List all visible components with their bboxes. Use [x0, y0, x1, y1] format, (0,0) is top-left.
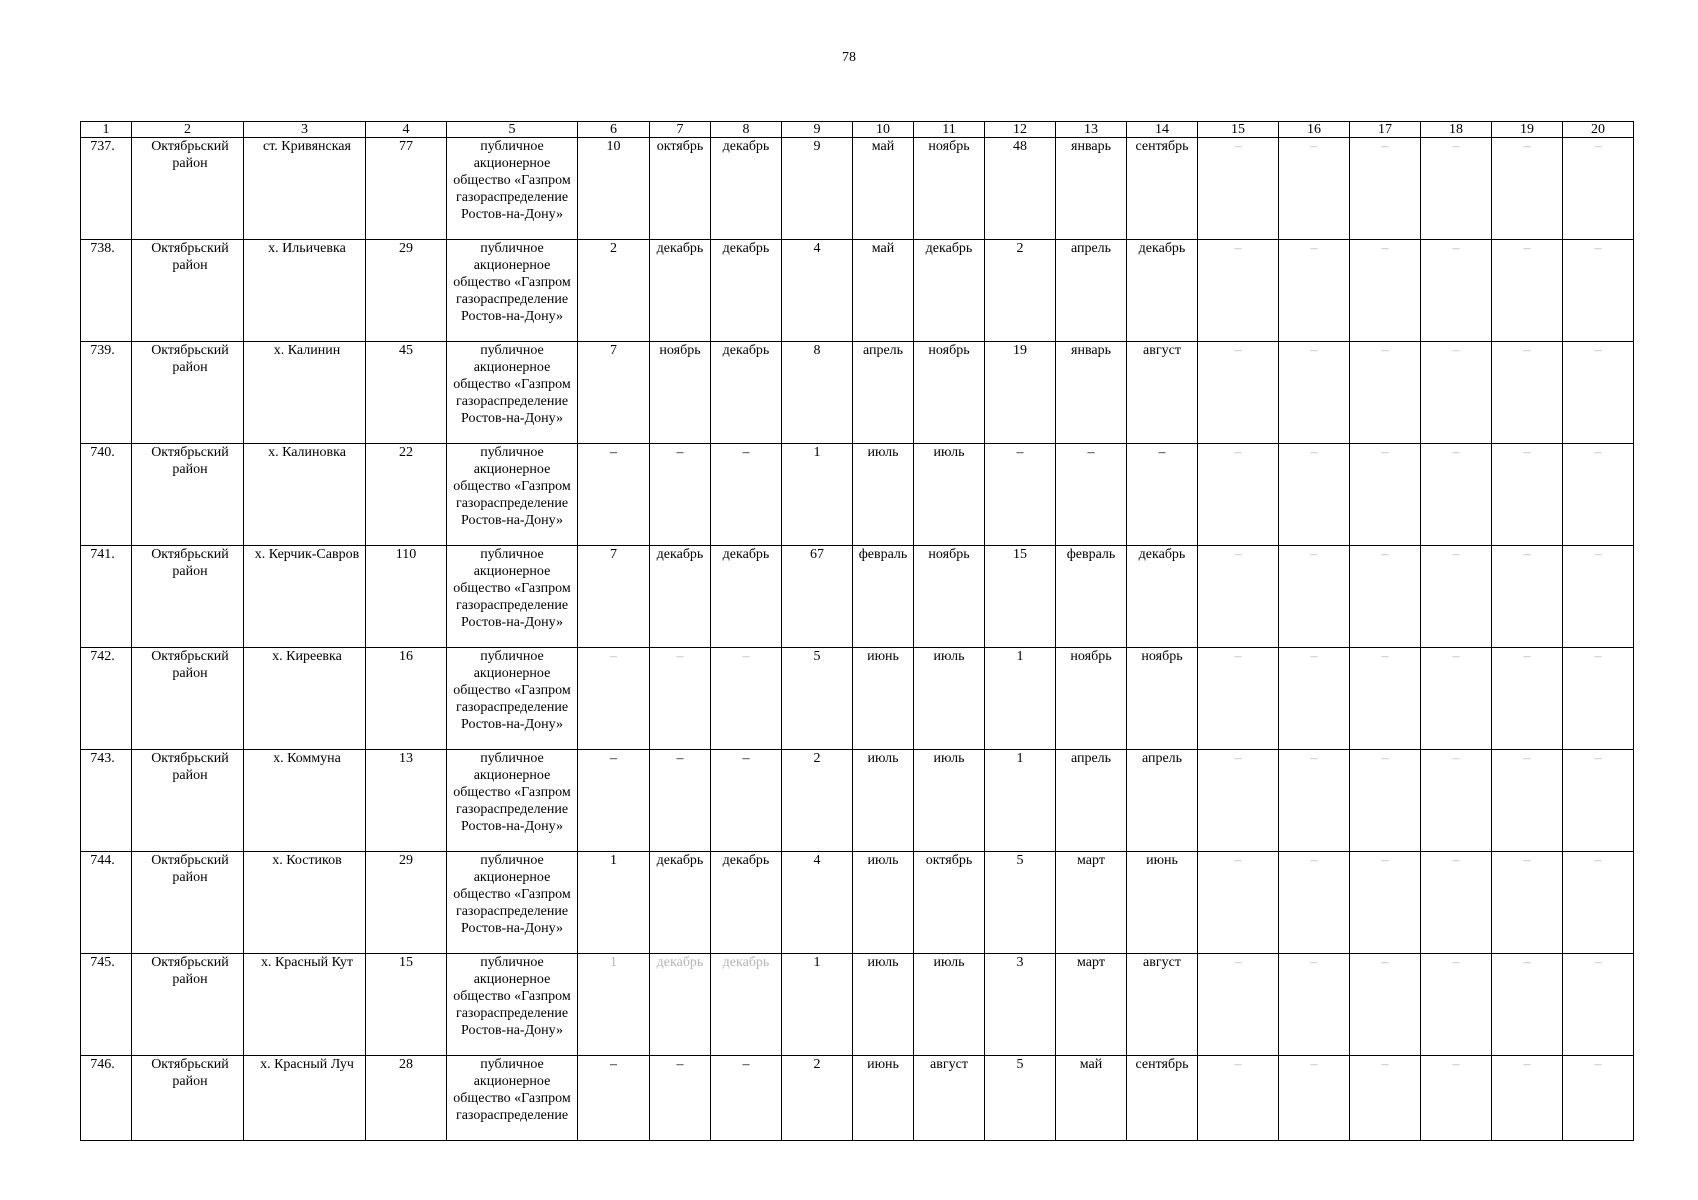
- cell-col-19: –: [1492, 1056, 1563, 1141]
- cell-col-14: август: [1127, 954, 1198, 1056]
- cell-col-12: 2: [985, 240, 1056, 342]
- cell-col-13: январь: [1056, 342, 1127, 444]
- cell-col-16: –: [1279, 954, 1350, 1056]
- table-row: [81, 342, 1634, 444]
- cell-col-4: 110: [366, 546, 447, 648]
- cell-col-18: –: [1421, 240, 1492, 342]
- table-row: [81, 444, 1634, 546]
- cell-col-9: 4: [782, 240, 853, 342]
- cell-col-20: –: [1563, 648, 1634, 750]
- cell-col-5: публичное акционерное общество «Газпром газораспределение Ростов-на-Дону»: [447, 342, 578, 444]
- cell-col-5: публичное акционерное общество «Газпром газораспределение Ростов-на-Дону»: [447, 546, 578, 648]
- cell-col-3: ст. Кривянская: [244, 138, 366, 240]
- cell-col-2: Октябрьский район: [132, 1056, 244, 1141]
- cell-col-3: х. Киреевка: [244, 648, 366, 750]
- cell-col-1: 743.: [81, 750, 132, 852]
- cell-col-13: апрель: [1056, 750, 1127, 852]
- column-header: 2: [132, 122, 244, 138]
- cell-col-2: Октябрьский район: [132, 546, 244, 648]
- cell-col-13: февраль: [1056, 546, 1127, 648]
- cell-col-14: сентябрь: [1127, 138, 1198, 240]
- cell-col-12: 15: [985, 546, 1056, 648]
- cell-col-1: 738.: [81, 240, 132, 342]
- table-row: [81, 954, 1634, 1056]
- cell-col-10: февраль: [853, 546, 914, 648]
- cell-col-18: –: [1421, 954, 1492, 1056]
- column-header: 16: [1279, 122, 1350, 138]
- cell-col-12: 3: [985, 954, 1056, 1056]
- cell-col-8: –: [711, 648, 782, 750]
- column-header: 9: [782, 122, 853, 138]
- cell-col-15: –: [1198, 546, 1279, 648]
- cell-col-10: май: [853, 240, 914, 342]
- cell-col-20: –: [1563, 852, 1634, 954]
- cell-col-18: –: [1421, 138, 1492, 240]
- cell-col-6: 10: [578, 138, 650, 240]
- cell-col-12: 5: [985, 852, 1056, 954]
- cell-col-12: 48: [985, 138, 1056, 240]
- cell-col-4: 29: [366, 852, 447, 954]
- cell-col-1: 746.: [81, 1056, 132, 1141]
- cell-col-2: Октябрьский район: [132, 444, 244, 546]
- cell-col-1: 740.: [81, 444, 132, 546]
- cell-col-1: 739.: [81, 342, 132, 444]
- cell-col-12: 1: [985, 648, 1056, 750]
- cell-col-19: –: [1492, 852, 1563, 954]
- cell-col-2: Октябрьский район: [132, 240, 244, 342]
- column-header: 20: [1563, 122, 1634, 138]
- cell-col-20: –: [1563, 750, 1634, 852]
- cell-col-6: 7: [578, 546, 650, 648]
- table-row: [81, 1056, 1634, 1141]
- cell-col-5: публичное акционерное общество «Газпром газораспределение Ростов-на-Дону»: [447, 750, 578, 852]
- cell-col-12: 19: [985, 342, 1056, 444]
- cell-col-4: 29: [366, 240, 447, 342]
- cell-col-19: –: [1492, 546, 1563, 648]
- cell-col-8: –: [711, 1056, 782, 1141]
- cell-col-17: –: [1350, 546, 1421, 648]
- cell-col-16: –: [1279, 138, 1350, 240]
- cell-col-10: июль: [853, 852, 914, 954]
- cell-col-8: декабрь: [711, 138, 782, 240]
- cell-col-4: 28: [366, 1056, 447, 1141]
- cell-col-18: –: [1421, 750, 1492, 852]
- cell-col-7: –: [650, 444, 711, 546]
- column-header: 13: [1056, 122, 1127, 138]
- column-header: 8: [711, 122, 782, 138]
- cell-col-11: июль: [914, 444, 985, 546]
- column-header: 11: [914, 122, 985, 138]
- cell-col-4: 16: [366, 648, 447, 750]
- cell-col-20: –: [1563, 954, 1634, 1056]
- cell-col-12: 1: [985, 750, 1056, 852]
- cell-col-2: Октябрьский район: [132, 852, 244, 954]
- cell-col-10: апрель: [853, 342, 914, 444]
- cell-col-5: публичное акционерное общество «Газпром газораспределение Ростов-на-Дону»: [447, 240, 578, 342]
- cell-col-7: –: [650, 750, 711, 852]
- cell-col-14: декабрь: [1127, 546, 1198, 648]
- cell-col-14: август: [1127, 342, 1198, 444]
- cell-col-8: декабрь: [711, 954, 782, 1056]
- cell-col-13: март: [1056, 852, 1127, 954]
- cell-col-4: 15: [366, 954, 447, 1056]
- table-row: [81, 750, 1634, 852]
- column-header: 18: [1421, 122, 1492, 138]
- cell-col-17: –: [1350, 1056, 1421, 1141]
- cell-col-15: –: [1198, 852, 1279, 954]
- cell-col-9: 5: [782, 648, 853, 750]
- cell-col-20: –: [1563, 342, 1634, 444]
- cell-col-14: декабрь: [1127, 240, 1198, 342]
- cell-col-6: –: [578, 750, 650, 852]
- cell-col-3: х. Калиновка: [244, 444, 366, 546]
- cell-col-3: х. Костиков: [244, 852, 366, 954]
- cell-col-20: –: [1563, 444, 1634, 546]
- cell-col-9: 9: [782, 138, 853, 240]
- column-header: 6: [578, 122, 650, 138]
- cell-col-3: х. Ильичевка: [244, 240, 366, 342]
- cell-col-4: 77: [366, 138, 447, 240]
- cell-col-11: июль: [914, 648, 985, 750]
- cell-col-5: публичное акционерное общество «Газпром газораспределение Ростов-на-Дону»: [447, 954, 578, 1056]
- cell-col-16: –: [1279, 750, 1350, 852]
- cell-col-10: июль: [853, 444, 914, 546]
- cell-col-6: –: [578, 444, 650, 546]
- cell-col-5: публичное акционерное общество «Газпром газораспределение: [447, 1056, 578, 1141]
- cell-col-15: –: [1198, 240, 1279, 342]
- cell-col-4: 13: [366, 750, 447, 852]
- cell-col-1: 745.: [81, 954, 132, 1056]
- cell-col-6: –: [578, 648, 650, 750]
- cell-col-8: –: [711, 444, 782, 546]
- cell-col-12: –: [985, 444, 1056, 546]
- cell-col-16: –: [1279, 1056, 1350, 1141]
- cell-col-10: июнь: [853, 1056, 914, 1141]
- cell-col-13: март: [1056, 954, 1127, 1056]
- cell-col-15: –: [1198, 342, 1279, 444]
- table-row: [81, 852, 1634, 954]
- cell-col-2: Октябрьский район: [132, 138, 244, 240]
- header-row: [81, 122, 1634, 138]
- cell-col-16: –: [1279, 852, 1350, 954]
- cell-col-1: 744.: [81, 852, 132, 954]
- cell-col-12: 5: [985, 1056, 1056, 1141]
- cell-col-13: май: [1056, 1056, 1127, 1141]
- cell-col-14: ноябрь: [1127, 648, 1198, 750]
- cell-col-20: –: [1563, 138, 1634, 240]
- cell-col-15: –: [1198, 954, 1279, 1056]
- cell-col-8: декабрь: [711, 852, 782, 954]
- column-header: 5: [447, 122, 578, 138]
- cell-col-9: 2: [782, 1056, 853, 1141]
- cell-col-14: апрель: [1127, 750, 1198, 852]
- cell-col-9: 1: [782, 954, 853, 1056]
- cell-col-9: 67: [782, 546, 853, 648]
- column-header: 19: [1492, 122, 1563, 138]
- column-header: 14: [1127, 122, 1198, 138]
- table-row: [81, 648, 1634, 750]
- cell-col-15: –: [1198, 444, 1279, 546]
- cell-col-13: апрель: [1056, 240, 1127, 342]
- cell-col-3: х. Красный Кут: [244, 954, 366, 1056]
- cell-col-2: Октябрьский район: [132, 342, 244, 444]
- cell-col-4: 45: [366, 342, 447, 444]
- cell-col-11: август: [914, 1056, 985, 1141]
- cell-col-16: –: [1279, 240, 1350, 342]
- cell-col-17: –: [1350, 342, 1421, 444]
- cell-col-18: –: [1421, 852, 1492, 954]
- cell-col-7: октябрь: [650, 138, 711, 240]
- column-header: 3: [244, 122, 366, 138]
- cell-col-16: –: [1279, 546, 1350, 648]
- cell-col-3: х. Керчик-Савров: [244, 546, 366, 648]
- cell-col-18: –: [1421, 648, 1492, 750]
- cell-col-16: –: [1279, 444, 1350, 546]
- cell-col-19: –: [1492, 240, 1563, 342]
- cell-col-9: 2: [782, 750, 853, 852]
- cell-col-7: –: [650, 648, 711, 750]
- cell-col-16: –: [1279, 648, 1350, 750]
- cell-col-10: июль: [853, 750, 914, 852]
- cell-col-19: –: [1492, 444, 1563, 546]
- cell-col-11: июль: [914, 750, 985, 852]
- cell-col-17: –: [1350, 852, 1421, 954]
- cell-col-14: сентябрь: [1127, 1056, 1198, 1141]
- column-header: 7: [650, 122, 711, 138]
- cell-col-15: –: [1198, 648, 1279, 750]
- cell-col-15: –: [1198, 138, 1279, 240]
- cell-col-19: –: [1492, 138, 1563, 240]
- cell-col-17: –: [1350, 954, 1421, 1056]
- cell-col-7: –: [650, 1056, 711, 1141]
- cell-col-9: 4: [782, 852, 853, 954]
- table-row: [81, 240, 1634, 342]
- cell-col-3: х. Красный Луч: [244, 1056, 366, 1141]
- cell-col-17: –: [1350, 648, 1421, 750]
- cell-col-19: –: [1492, 750, 1563, 852]
- cell-col-19: –: [1492, 342, 1563, 444]
- cell-col-7: декабрь: [650, 954, 711, 1056]
- cell-col-6: 1: [578, 852, 650, 954]
- table-body: [81, 122, 1634, 1141]
- cell-col-6: 2: [578, 240, 650, 342]
- cell-col-17: –: [1350, 240, 1421, 342]
- cell-col-7: декабрь: [650, 852, 711, 954]
- cell-col-10: май: [853, 138, 914, 240]
- cell-col-8: декабрь: [711, 240, 782, 342]
- cell-col-11: октябрь: [914, 852, 985, 954]
- cell-col-17: –: [1350, 444, 1421, 546]
- cell-col-7: декабрь: [650, 546, 711, 648]
- cell-col-10: июль: [853, 954, 914, 1056]
- cell-col-5: публичное акционерное общество «Газпром газораспределение Ростов-на-Дону»: [447, 648, 578, 750]
- cell-col-13: январь: [1056, 138, 1127, 240]
- cell-col-18: –: [1421, 444, 1492, 546]
- cell-col-19: –: [1492, 648, 1563, 750]
- cell-col-7: декабрь: [650, 240, 711, 342]
- column-header: 4: [366, 122, 447, 138]
- cell-col-1: 742.: [81, 648, 132, 750]
- column-header: 15: [1198, 122, 1279, 138]
- cell-col-11: июль: [914, 954, 985, 1056]
- column-header: 12: [985, 122, 1056, 138]
- column-header: 10: [853, 122, 914, 138]
- cell-col-6: 1: [578, 954, 650, 1056]
- cell-col-11: декабрь: [914, 240, 985, 342]
- cell-col-8: декабрь: [711, 342, 782, 444]
- cell-col-13: –: [1056, 444, 1127, 546]
- cell-col-7: ноябрь: [650, 342, 711, 444]
- table-row: [81, 546, 1634, 648]
- cell-col-9: 8: [782, 342, 853, 444]
- cell-col-20: –: [1563, 546, 1634, 648]
- cell-col-1: 737.: [81, 138, 132, 240]
- data-table: [80, 121, 1634, 1141]
- cell-col-1: 741.: [81, 546, 132, 648]
- cell-col-20: –: [1563, 240, 1634, 342]
- cell-col-15: –: [1198, 750, 1279, 852]
- cell-col-3: х. Калинин: [244, 342, 366, 444]
- cell-col-19: –: [1492, 954, 1563, 1056]
- cell-col-16: –: [1279, 342, 1350, 444]
- page-number: 78: [842, 50, 856, 65]
- column-header: 17: [1350, 122, 1421, 138]
- cell-col-18: –: [1421, 1056, 1492, 1141]
- cell-col-8: –: [711, 750, 782, 852]
- cell-col-9: 1: [782, 444, 853, 546]
- cell-col-5: публичное акционерное общество «Газпром газораспределение Ростов-на-Дону»: [447, 138, 578, 240]
- cell-col-2: Октябрьский район: [132, 750, 244, 852]
- cell-col-14: июнь: [1127, 852, 1198, 954]
- cell-col-13: ноябрь: [1056, 648, 1127, 750]
- cell-col-11: ноябрь: [914, 342, 985, 444]
- cell-col-11: ноябрь: [914, 138, 985, 240]
- cell-col-6: –: [578, 1056, 650, 1141]
- cell-col-4: 22: [366, 444, 447, 546]
- cell-col-15: –: [1198, 1056, 1279, 1141]
- cell-col-20: –: [1563, 1056, 1634, 1141]
- cell-col-2: Октябрьский район: [132, 954, 244, 1056]
- cell-col-2: Октябрьский район: [132, 648, 244, 750]
- cell-col-14: –: [1127, 444, 1198, 546]
- cell-col-11: ноябрь: [914, 546, 985, 648]
- cell-col-18: –: [1421, 342, 1492, 444]
- cell-col-3: х. Коммуна: [244, 750, 366, 852]
- cell-col-5: публичное акционерное общество «Газпром газораспределение Ростов-на-Дону»: [447, 852, 578, 954]
- cell-col-5: публичное акционерное общество «Газпром газораспределение Ростов-на-Дону»: [447, 444, 578, 546]
- cell-col-10: июнь: [853, 648, 914, 750]
- table-row: [81, 138, 1634, 240]
- cell-col-8: декабрь: [711, 546, 782, 648]
- cell-col-6: 7: [578, 342, 650, 444]
- cell-col-17: –: [1350, 138, 1421, 240]
- cell-col-18: –: [1421, 546, 1492, 648]
- cell-col-17: –: [1350, 750, 1421, 852]
- column-header: 1: [81, 122, 132, 138]
